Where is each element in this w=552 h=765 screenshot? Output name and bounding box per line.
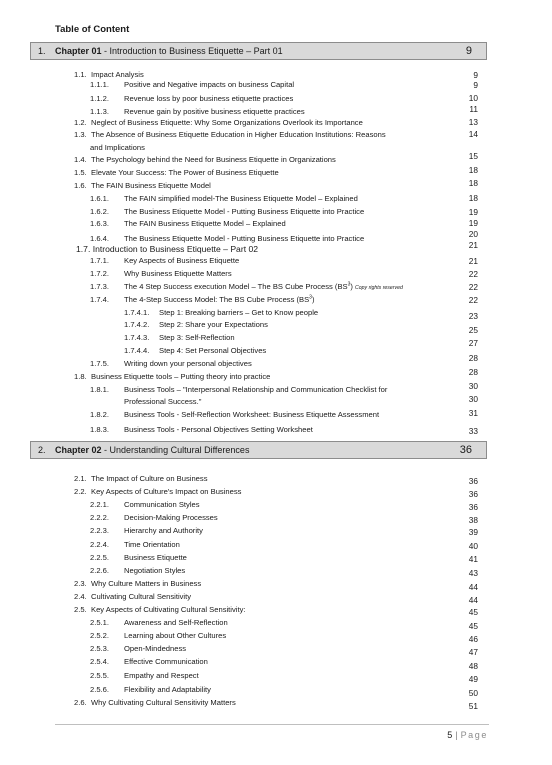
toc-page-number: 36 (468, 502, 478, 512)
toc-entry-number: 2.5.3. (90, 644, 109, 653)
toc-entry-text: Empathy and Respect (124, 671, 199, 680)
toc-page-number: 51 (468, 701, 478, 711)
toc-page-number: 45 (468, 621, 478, 631)
toc-entry-number: 1.1.1. (90, 80, 109, 89)
toc-entry-number: 1.7.4. (90, 295, 109, 304)
toc-entry-number: 1.4. (74, 155, 87, 164)
toc-entry-text: The Impact of Culture on Business (91, 474, 208, 483)
toc-entry[interactable] (90, 219, 286, 229)
toc-page-number: 38 (468, 515, 478, 525)
toc-entry[interactable] (90, 282, 403, 293)
toc-entry-text: Step 2: Share your Expectations (159, 320, 268, 329)
toc-heading: Table of Content (55, 24, 130, 35)
toc-page-number: 43 (468, 568, 478, 578)
footer-separator: | (455, 730, 458, 740)
toc-entry-text: Business Tools – "Interpersonal Relationship and Communication Checklist for (124, 385, 388, 394)
superscript: 3 (347, 281, 351, 288)
toc-entry-text: Why Cultivating Cultural Sensitivity Matters (91, 698, 236, 707)
toc-page-number: 23 (468, 311, 478, 321)
toc-entry[interactable] (74, 155, 336, 165)
toc-page-number: 18 (468, 165, 478, 175)
toc-page-number: 27 (468, 338, 478, 348)
toc-entry-text: The Psychology behind the Need for Business Etiquette in Organizations (91, 155, 336, 164)
toc-page-number: 46 (468, 634, 478, 644)
toc-entry-number: 1.6.2. (90, 207, 109, 216)
toc-page-number: 41 (468, 554, 478, 564)
toc-entry-text: The 4 Step Success execution Model – The BS Cube Process (BS (124, 282, 348, 291)
footer-page-number: 5 (447, 730, 453, 740)
toc-page-number: 30 (468, 394, 478, 404)
toc-entry-text: Step 4: Set Personal Objectives (159, 346, 267, 355)
toc-entry-text: Writing down your personal objectives (124, 359, 252, 368)
toc-entry-text: Elevate Your Success: The Power of Business Etiquette (91, 168, 279, 177)
toc-entry-text: Step 1: Breaking barriers – Get to Know people (159, 308, 319, 317)
toc-page-number: 22 (468, 269, 478, 279)
toc-entry-text: Business Etiquette (124, 553, 187, 562)
toc-entry[interactable] (74, 181, 211, 191)
superscript: 3 (309, 294, 312, 301)
toc-entry-number: 2.6. (74, 698, 87, 707)
toc-entry[interactable] (90, 269, 232, 279)
toc-page-number: 44 (468, 595, 478, 605)
chapter-number: 2. (38, 445, 46, 455)
toc-page-number: 18 (468, 193, 478, 203)
toc-entry-number: 1.3. (74, 130, 87, 139)
toc-entry-text: The Business Etiquette Model - Putting Business Etiquette into Practice (124, 234, 365, 243)
toc-page-number: 30 (468, 381, 478, 391)
toc-entry[interactable] (76, 244, 258, 254)
toc-entry[interactable] (90, 618, 228, 628)
toc-entry-text: Impact Analysis (91, 70, 144, 79)
toc-entry[interactable] (74, 474, 208, 484)
copyright-note: Copy rights reserved (355, 285, 403, 291)
toc-entry[interactable] (90, 410, 379, 420)
toc-page-number: 9 (473, 80, 478, 90)
toc-entry-text-end: ) (311, 295, 315, 304)
toc-entry-text: The FAIN simplified model-The Business Etiquette Model – Explained (124, 194, 358, 203)
toc-entry-number: 1.7.4.4. (124, 346, 150, 355)
toc-entry-number: 1.7.1. (90, 256, 109, 265)
toc-entry-number: 2.2.5. (90, 553, 109, 562)
toc-page-number: 44 (468, 582, 478, 592)
toc-entry-text: Business Tools - Personal Objectives Setting Worksheet (124, 425, 313, 434)
toc-entry[interactable] (74, 487, 241, 497)
toc-entry-number: 1.1. (74, 70, 87, 79)
toc-page-number: 22 (468, 295, 478, 305)
toc-entry[interactable] (90, 194, 358, 204)
toc-entry-text: Time Orientation (124, 540, 180, 549)
chapter-02-header[interactable] (30, 441, 487, 459)
toc-entry-number: 2.5.5. (90, 671, 109, 680)
toc-entry[interactable] (90, 685, 211, 695)
toc-entry[interactable] (74, 579, 201, 589)
toc-page-number: 15 (468, 151, 478, 161)
chapter-title: - Understanding Cultural Differences (101, 445, 250, 455)
toc-entry[interactable] (90, 644, 186, 654)
toc-entry-number: 1.1.2. (90, 94, 109, 103)
toc-entry-number: 1.7.4.2. (124, 320, 150, 329)
toc-entry-number: 2.2.1. (90, 500, 109, 509)
toc-page-number: 28 (468, 353, 478, 363)
toc-entry[interactable] (90, 385, 387, 395)
toc-entry-text: Business Etiquette tools – Putting theory into practice (91, 372, 271, 381)
toc-entry-number: 1.7.4.1. (124, 308, 150, 317)
toc-entry-text: Why Business Etiquette Matters (124, 269, 232, 278)
toc-entry-number: 1.8.2. (90, 410, 109, 419)
toc-entry[interactable] (124, 308, 318, 318)
toc-page-number: 22 (468, 282, 478, 292)
toc-entry-text: Neglect of Business Etiquette: Why Some Organizations Overlook its Importance (91, 118, 363, 127)
toc-entry-number: 1.7.2. (90, 269, 109, 278)
toc-entry-number: 1.1.3. (90, 107, 109, 116)
toc-entry-text: Introduction to Business Etiquette – Part 02 (92, 244, 259, 254)
toc-entry-text: The Absence of Business Etiquette Education in Higher Education Institutions: Reasons (91, 130, 386, 139)
toc-entry-number: 1.2. (74, 118, 87, 127)
toc-entry[interactable] (90, 513, 218, 523)
toc-entry[interactable] (124, 397, 201, 407)
toc-entry-text: Step 3: Self-Reflection (159, 333, 235, 342)
toc-entry-number: 1.8.1. (90, 385, 109, 394)
toc-entry-text: Key Aspects of Cultivating Cultural Sensitivity: (91, 605, 246, 614)
toc-entry-number: 2.2.4. (90, 540, 109, 549)
toc-entry[interactable] (74, 605, 245, 615)
toc-entry-number: 1.7.5. (90, 359, 109, 368)
chapter-number: 1. (38, 46, 46, 56)
toc-entry-number: 1.8. (74, 372, 87, 381)
toc-entry-text: Revenue loss by poor business etiquette practices (124, 94, 294, 103)
toc-page-number: 48 (468, 661, 478, 671)
toc-entry[interactable] (74, 168, 279, 178)
toc-entry-text: Business Tools - Self-Reflection Worksheet: Business Etiquette Assessment (124, 410, 380, 419)
toc-entry-number: 1.7.4.3. (124, 333, 150, 342)
footer-page-label: Page (460, 730, 488, 740)
toc-page-number: 21 (468, 256, 478, 266)
toc-entry-text: Negotiation Styles (124, 566, 186, 575)
toc-entry-number: 2.3. (74, 579, 87, 588)
toc-entry[interactable] (124, 320, 268, 330)
chapter-page: 36 (459, 444, 472, 456)
toc-entry[interactable] (90, 526, 203, 536)
toc-entry-text: Decision-Making Processes (124, 513, 218, 522)
toc-page-number: 18 (468, 178, 478, 188)
toc-entry-number: 2.5.1. (90, 618, 109, 627)
toc-entry-text: Key Aspects of Culture's Impact on Business (91, 487, 242, 496)
toc-entry[interactable] (74, 698, 236, 708)
toc-entry-number: 1.6.3. (90, 219, 109, 228)
toc-entry-number: 2.5.2. (90, 631, 109, 640)
page-footer (447, 730, 488, 740)
toc-entry-text: The Business Etiquette Model - Putting Business Etiquette into Practice (124, 207, 365, 216)
toc-page-number: 13 (468, 117, 478, 127)
toc-page-number: 45 (468, 607, 478, 617)
toc-entry[interactable] (124, 346, 266, 356)
toc-entry[interactable] (90, 107, 305, 117)
toc-page-number: 36 (468, 476, 478, 486)
toc-entry[interactable] (90, 80, 294, 90)
toc-entry-number: 2.4. (74, 592, 87, 601)
toc-entry-number: 1.6.1. (90, 194, 109, 203)
toc-entry[interactable] (124, 333, 235, 343)
toc-page-number: 9 (473, 70, 478, 80)
toc-entry-text: Learning about Other Cultures (124, 631, 227, 640)
chapter-label: Chapter 01 (55, 46, 102, 56)
toc-entry[interactable] (90, 631, 226, 641)
toc-page-number: 19 (468, 218, 478, 228)
toc-entry-number: 2.2.2. (90, 513, 109, 522)
toc-entry-number: 1.5. (74, 168, 87, 177)
toc-entry[interactable] (74, 130, 386, 140)
toc-entry-number: 1.7. (76, 244, 91, 254)
toc-entry-text: and Implications (90, 143, 145, 152)
toc-entry[interactable] (90, 256, 239, 266)
toc-entry[interactable] (74, 592, 191, 602)
toc-entry-number: 2.5. (74, 605, 87, 614)
chapter-label: Chapter 02 (55, 445, 102, 455)
toc-entry-number: 2.2. (74, 487, 87, 496)
toc-entry-text: Revenue gain by positive business etiquette practices (124, 107, 305, 116)
toc-entry-text: Positive and Negative impacts on business Capital (124, 80, 295, 89)
toc-entry[interactable] (90, 143, 145, 153)
toc-entry-text: The 4-Step Success Model: The BS Cube Process (BS (124, 295, 310, 304)
chapter-title: - Introduction to Business Etiquette – Part 01 (101, 46, 283, 56)
toc-entry[interactable] (90, 500, 200, 510)
toc-page-number: 33 (468, 426, 478, 436)
toc-entry-text: Flexibility and Adaptability (124, 685, 211, 694)
toc-entry[interactable] (90, 553, 187, 563)
toc-page-number: 28 (468, 367, 478, 377)
toc-page-number: 47 (468, 647, 478, 657)
toc-entry-text: Key Aspects of Business Etiquette (124, 256, 240, 265)
toc-page-number: 21 (468, 240, 478, 250)
toc-page-number: 50 (468, 688, 478, 698)
toc-entry-text: Awareness and Self-Reflection (124, 618, 228, 627)
toc-entry-number: 1.6. (74, 181, 87, 190)
toc-entry-number: 1.8.3. (90, 425, 109, 434)
chapter-page: 9 (465, 45, 472, 57)
toc-page-number: 11 (469, 104, 478, 114)
toc-entry-text: Professional Success." (124, 397, 202, 406)
toc-entry-number: 2.2.6. (90, 566, 109, 575)
toc-page-number: 25 (468, 325, 478, 335)
footer-divider (55, 724, 489, 725)
chapter-01-header[interactable] (30, 42, 487, 60)
toc-entry-number: 2.5.4. (90, 657, 109, 666)
toc-entry-text: Hierarchy and Authority (124, 526, 203, 535)
toc-entry[interactable] (74, 118, 363, 128)
toc-entry-number: 1.6.4. (90, 234, 109, 243)
toc-entry[interactable] (90, 540, 180, 550)
toc-entry[interactable] (90, 359, 252, 369)
toc-page-number: 10 (468, 93, 478, 103)
toc-page-number: 49 (468, 674, 478, 684)
toc-entry-text: Why Culture Matters in Business (91, 579, 202, 588)
toc-entry[interactable] (74, 372, 270, 382)
toc-page-number: 31 (468, 408, 478, 418)
toc-entry[interactable] (90, 657, 208, 667)
toc-entry-number: 1.7.3. (90, 282, 109, 291)
toc-page-number: 39 (468, 527, 478, 537)
toc-entry[interactable] (90, 425, 313, 435)
toc-page-number: 14 (468, 129, 478, 139)
toc-page-number: 19 (468, 207, 478, 217)
toc-entry[interactable] (74, 70, 144, 80)
toc-entry-text: The FAIN Business Etiquette Model (91, 181, 211, 190)
toc-entry-text: Cultivating Cultural Sensitivity (91, 592, 192, 601)
toc-page-number: 36 (468, 489, 478, 499)
toc-entry[interactable] (90, 234, 364, 244)
toc-entry[interactable] (90, 94, 293, 104)
toc-entry-text: Open-Mindedness (124, 644, 187, 653)
toc-entry-number: 2.2.3. (90, 526, 109, 535)
toc-entry[interactable] (90, 566, 185, 576)
toc-page-number: 40 (468, 541, 478, 551)
toc-page-number: 20 (468, 229, 478, 239)
toc-entry[interactable] (90, 671, 199, 681)
toc-entry[interactable] (90, 295, 314, 305)
toc-entry-text: Effective Communication (124, 657, 208, 666)
toc-entry-text-end: ) (350, 282, 353, 291)
toc-entry-text: Communication Styles (124, 500, 200, 509)
toc-entry[interactable] (90, 207, 364, 217)
toc-entry-number: 2.5.6. (90, 685, 109, 694)
toc-entry-number: 2.1. (74, 474, 87, 483)
toc-entry-text: The FAIN Business Etiquette Model – Explained (124, 219, 286, 228)
